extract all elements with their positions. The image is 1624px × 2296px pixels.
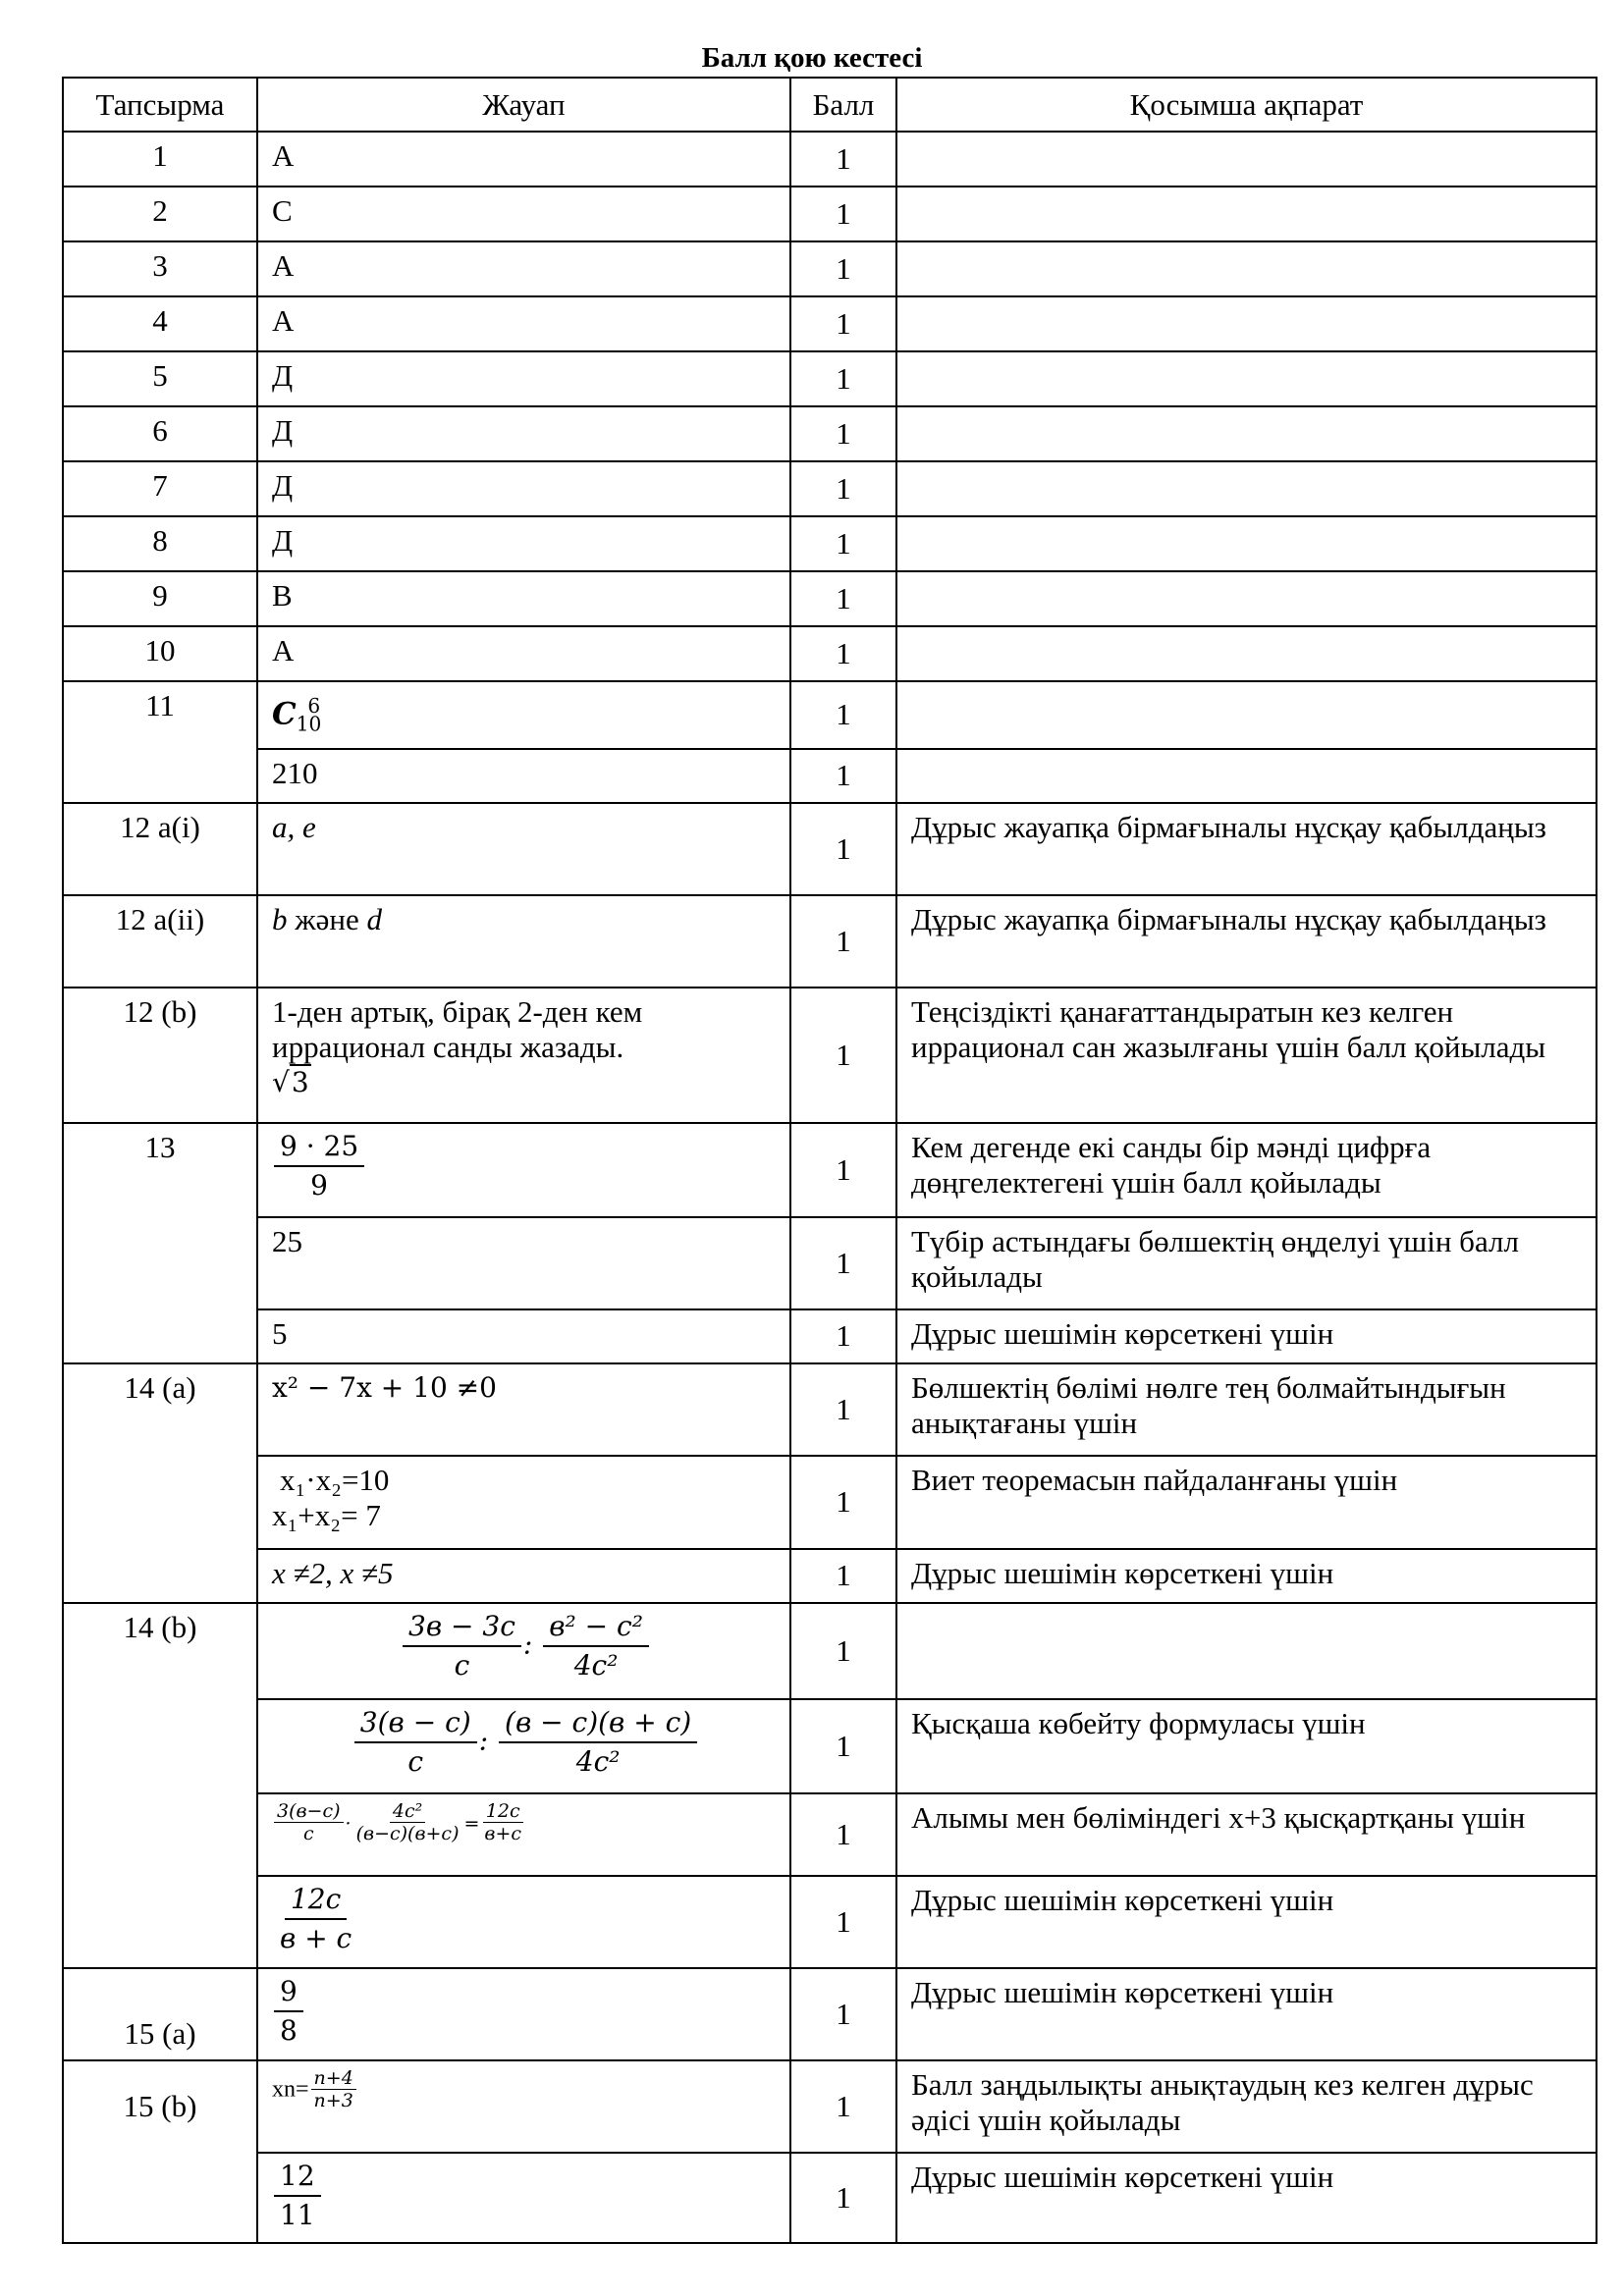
answer-cell: $\frac{3(в - c)}{c}$ : $\frac{(в - c)(в + c)}{\text{4c²}}$: [257, 1699, 790, 1793]
info-cell: [896, 571, 1597, 626]
score-cell: 1: [790, 571, 896, 626]
info-cell: Түбір астындағы бөлшектің өңделуі үшін балл қойылады: [896, 1217, 1597, 1309]
info-cell: Дұрыс шешімін көрсеткені үшін: [896, 1876, 1597, 1968]
table-row: [63, 1699, 1597, 1793]
score-cell: 1: [790, 681, 896, 749]
table-row: [63, 1793, 1597, 1876]
info-cell: Дұрыс жауапқа бірмағыналы нұсқау қабылдаңыз: [896, 895, 1597, 988]
fraction: $\frac{12c}{в + c}$: [280, 1882, 352, 1954]
info-cell: [896, 187, 1597, 241]
fraction: $\frac{\text{в² − c²}}{\text{4c²}}$: [543, 1610, 649, 1682]
header-info: Қосымша ақпарат: [896, 78, 1597, 132]
table-row: [63, 1876, 1597, 1968]
info-cell: [896, 461, 1597, 516]
table-row: [63, 1968, 1597, 2060]
answer-cell: А: [257, 241, 790, 296]
answer-cell: 210: [257, 749, 790, 803]
header-score: Балл: [790, 78, 896, 132]
answer-cell: А: [257, 132, 790, 187]
table-row: [63, 1309, 1597, 1363]
answer-cell: Д: [257, 461, 790, 516]
table-row: [63, 988, 1597, 1123]
score-cell: 1: [790, 132, 896, 187]
task-cell: 12 a(i): [63, 803, 257, 895]
info-cell: [896, 1603, 1597, 1699]
answer-cell: [257, 1123, 790, 1217]
task-cell: 12 (b): [63, 988, 257, 1123]
info-cell: [896, 241, 1597, 296]
fraction: $\frac{12}{11}$: [274, 2160, 321, 2232]
answer-cell: [257, 988, 790, 1123]
table-row: [63, 132, 1597, 187]
fraction: $\frac{9 \cdot 25}{9}$: [274, 1130, 364, 1202]
info-cell: [896, 132, 1597, 187]
score-cell: 1: [790, 895, 896, 988]
table-row: [63, 1549, 1597, 1603]
score-cell: 1: [790, 1876, 896, 1968]
table-row: [63, 241, 1597, 296]
fraction: $\frac{\text{4c²}}{(в-c)(в+c)}$: [355, 1799, 460, 1844]
answer-cell: xn= $\frac{n+4}{n+3}$: [257, 2060, 790, 2153]
info-cell: [896, 516, 1597, 571]
table-row: [63, 351, 1597, 406]
score-cell: 1: [790, 461, 896, 516]
combination-symbol: $C_{10}^6$: [272, 694, 322, 736]
score-cell: 1: [790, 1363, 896, 1456]
table-row: [63, 461, 1597, 516]
score-cell: 1: [790, 351, 896, 406]
table-row: [63, 749, 1597, 803]
task-cell: 3: [63, 241, 257, 296]
info-cell: [896, 406, 1597, 461]
answer-cell: $\frac{3(в-c)}{c}$ · $\frac{\text{4c²}}{(в-c)(в+c)}$ = $\frac{12c}{в+c}$: [257, 1793, 790, 1876]
info-cell: Алымы мен бөліміндегі x+3 қысқартқаны үшін: [896, 1793, 1597, 1876]
answer-cell: x ≠2, x ≠5: [257, 1549, 790, 1603]
task-cell: 9: [63, 571, 257, 626]
table-row: [63, 1456, 1597, 1549]
answer-cell: С: [257, 187, 790, 241]
task-cell: 2: [63, 187, 257, 241]
table-row: [63, 2153, 1597, 2243]
header-task: Тапсырма: [63, 78, 257, 132]
answer-cell: [257, 681, 790, 749]
table-row: [63, 803, 1597, 895]
answer-cell: 5: [257, 1309, 790, 1363]
answer-cell: [257, 1968, 790, 2060]
info-cell: Кем дегенде екі санды бір мәнді цифрға дөңгелектегені үшін балл қойылады: [896, 1123, 1597, 1217]
score-cell: 1: [790, 1456, 896, 1549]
fraction: $\frac{n+4}{n+3}$: [311, 2067, 356, 2111]
table-row: [63, 2060, 1597, 2153]
answer-text: 1-ден артық, бірақ 2-ден кем иррационал санды жазады.: [272, 993, 643, 1064]
score-cell: 1: [790, 1309, 896, 1363]
table-row: [63, 1123, 1597, 1217]
task-cell: 12 a(ii): [63, 895, 257, 988]
score-cell: 1: [790, 1968, 896, 2060]
task-cell: 15 (b): [63, 2060, 257, 2243]
score-cell: 1: [790, 516, 896, 571]
task-cell: 14 (a): [63, 1363, 257, 1603]
answer-cell: [257, 1456, 790, 1549]
table-row: [63, 296, 1597, 351]
score-cell: 1: [790, 2153, 896, 2243]
info-cell: [896, 296, 1597, 351]
header-row: [63, 78, 1597, 132]
info-cell: Виет теоремасын пайдаланғаны үшін: [896, 1456, 1597, 1549]
score-cell: 1: [790, 988, 896, 1123]
info-cell: Дұрыс шешімін көрсеткені үшін: [896, 1968, 1597, 2060]
score-cell: 1: [790, 187, 896, 241]
table-row: [63, 895, 1597, 988]
answer-cell: 25: [257, 1217, 790, 1309]
info-cell: Балл заңдылықты анықтаудың кез келген дұрыс әдісі үшін қойылады: [896, 2060, 1597, 2153]
score-cell: 1: [790, 1699, 896, 1793]
info-cell: Бөлшектің бөлімі нөлге тең болмайтындығын анықтағаны үшін: [896, 1363, 1597, 1456]
table-row: [63, 516, 1597, 571]
score-cell: 1: [790, 749, 896, 803]
answer-cell: Д: [257, 516, 790, 571]
table-row: [63, 626, 1597, 681]
fraction: $\frac{3в - 3c}{c}$: [403, 1610, 521, 1682]
vieta-product: x₁·x₂=10: [280, 1462, 390, 1497]
score-cell: 1: [790, 1549, 896, 1603]
answer-cell: b және d: [257, 895, 790, 988]
task-cell: 5: [63, 351, 257, 406]
table-row: [63, 1363, 1597, 1456]
answer-cell: Д: [257, 351, 790, 406]
radical-sign: √: [272, 1065, 290, 1098]
answer-cell: x² − 7x + 10 ≠0: [257, 1363, 790, 1456]
score-cell: 1: [790, 626, 896, 681]
score-cell: 1: [790, 803, 896, 895]
info-cell: [896, 626, 1597, 681]
fraction: $\frac{12c}{в+c}$: [484, 1799, 522, 1844]
answer-cell: [257, 2153, 790, 2243]
score-cell: 1: [790, 1793, 896, 1876]
score-cell: 1: [790, 1603, 896, 1699]
info-cell: Дұрыс шешімін көрсеткені үшін: [896, 1309, 1597, 1363]
header-answer: Жауап: [257, 78, 790, 132]
table-row: [63, 406, 1597, 461]
page-title: Балл қою кестесі: [701, 42, 923, 74]
info-cell: Теңсіздікті қанағаттандыратын кез келген иррационал сан жазылғаны үшін балл қойылады: [896, 988, 1597, 1123]
task-cell: 8: [63, 516, 257, 571]
table-row: [63, 187, 1597, 241]
sqrt-expression: √3: [272, 1065, 309, 1098]
fraction: $\frac{(в - c)(в + c)}{\text{4c²}}$: [499, 1706, 697, 1779]
task-cell: 7: [63, 461, 257, 516]
answer-cell: А: [257, 296, 790, 351]
score-cell: 1: [790, 1123, 896, 1217]
answer-cell: a, e: [257, 803, 790, 895]
task-cell: 14 (b): [63, 1603, 257, 1968]
scoring-table: [62, 77, 1597, 2244]
score-cell: 1: [790, 296, 896, 351]
task-cell: 10: [63, 626, 257, 681]
score-cell: 1: [790, 406, 896, 461]
task-cell: 13: [63, 1123, 257, 1363]
info-cell: [896, 749, 1597, 803]
answer-cell: Д: [257, 406, 790, 461]
info-cell: [896, 351, 1597, 406]
fraction: $\frac{3(в - c)}{c}$: [354, 1706, 477, 1779]
info-cell: [896, 681, 1597, 749]
answer-cell: А: [257, 626, 790, 681]
score-cell: 1: [790, 1217, 896, 1309]
answer-cell: [257, 1876, 790, 1968]
task-cell: 11: [63, 681, 257, 803]
fraction: $\frac{3(в-c)}{c}$: [274, 1800, 344, 1844]
vieta-sum: x₁+x₂= 7: [272, 1497, 381, 1532]
score-cell: 1: [790, 241, 896, 296]
answer-cell: $\frac{3в - 3c}{c}$ : $\frac{\text{в² − c²}}{\text{4c²}}$: [257, 1603, 790, 1699]
table-row: [63, 1217, 1597, 1309]
info-cell: Қысқаша көбейту формуласы үшін: [896, 1699, 1597, 1793]
answer-cell: В: [257, 571, 790, 626]
info-cell: Дұрыс жауапқа бірмағыналы нұсқау қабылдаңыз: [896, 803, 1597, 895]
table-row: [63, 681, 1597, 749]
task-cell: 4: [63, 296, 257, 351]
table-row: [63, 1603, 1597, 1699]
task-cell: 15 (а): [63, 1968, 257, 2060]
task-cell: 6: [63, 406, 257, 461]
score-cell: 1: [790, 2060, 896, 2153]
info-cell: Дұрыс шешімін көрсеткені үшін: [896, 2153, 1597, 2243]
table-row: [63, 571, 1597, 626]
info-cell: Дұрыс шешімін көрсеткені үшін: [896, 1549, 1597, 1603]
fraction: $\frac{9}{8}$: [274, 1975, 303, 2048]
task-cell: 1: [63, 132, 257, 187]
